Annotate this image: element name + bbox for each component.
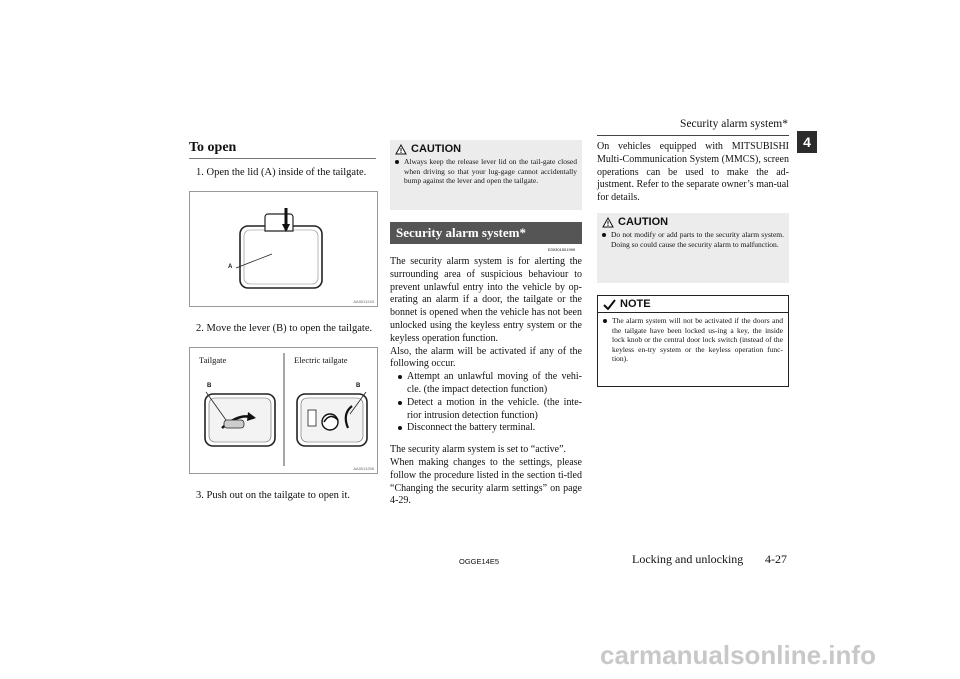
list-item: Detect a motion in the vehicle. (the inte-rior intrusion detection function) [398,397,582,423]
middle-body [390,256,582,508]
label-tailgate: Tailgate [199,355,227,365]
bullet-icon [398,375,402,379]
caution-text: Do not modify or add parts to the security alarm system. Doing so could cause the security alarm to malfunction. [611,230,784,249]
label-a: A [228,264,233,270]
note-box [597,295,789,387]
label-b-left: B [207,383,212,389]
caution-box-2 [597,213,789,283]
caution-heading: CAUTION [395,143,577,155]
paragraph: The security alarm system is for alerting the surrounding area of suspicious behaviour to prevent unlawful entry into the vehicle by op-erating an alarm if a door, the tailgate or the bonnet is opened when the vehicle has not been unlocked using the keyless entry system or the keyless operation function. [390,256,582,344]
bullet-icon [603,319,607,323]
chapter-tab: 4 [797,131,817,153]
bullet-icon [395,160,399,164]
header-rule [597,135,789,136]
check-note-icon [603,299,616,310]
list-item: Attempt an unlawful moving of the vehi-cle. (the impact detection function) [398,371,582,397]
lid-illustration [190,192,377,306]
note-heading: NOTE [598,298,788,313]
paragraph: Also, the alarm will be activated if any of the following occur. [390,345,582,370]
figure-lever [189,347,378,474]
paragraph-mmcs: On vehicles equipped with MITSUBISHI Multi-Communication System (MMCS), screen operations can be used to make the ad-justment. Refer to the separate owner’s man-ual for details. [597,141,789,204]
caution-text: Always keep the release lever lid on the tail-gate closed when driving so that your lug-gage cannot accidentally bump against the lever and open the tailgate. [404,157,577,185]
caution-box-1 [390,140,582,210]
note-text: The alarm system will not be activated if the doors and the tailgate have been locked us-ing a key, the inside lock knob or the central door lock switch (instead of the keyless en-try system or the keyless operation func-tion). [612,316,783,363]
bullet-icon [602,233,606,237]
document-code: OGGE14E5 [459,557,500,566]
figure-id: AA0011243 [353,299,374,304]
paragraph: The security alarm system is set to “active”. [390,444,567,456]
section-rule [189,158,376,159]
bullet-icon [398,401,402,405]
figure-id: AA0011256 [353,466,374,471]
step-2: 2. Move the lever (B) to open the tailgate. [196,323,373,334]
warning-triangle-icon [602,217,614,228]
paragraph: When making changes to the settings, please follow the procedure listed in the section ti-tled “Changing the security alarm settings” on page 4-29. [390,456,582,507]
list-item: Disconnect the battery terminal. [398,422,582,435]
running-title: Security alarm system* [680,118,788,130]
warning-triangle-icon [395,144,407,155]
step-1: 1. Open the lid (A) inside of the tailgate. [196,167,367,178]
lever-illustration [190,348,377,473]
label-b-right: B [356,383,361,389]
section-code: E00301501999 [548,247,576,252]
bullet-icon [398,426,402,430]
section-title-to-open: To open [189,140,237,155]
step-3: 3. Push out on the tailgate to open it. [196,490,350,501]
figure-lid [189,191,378,307]
label-electric-tailgate: Electric tailgate [294,355,348,365]
watermark: carmanualsonline.info [600,640,876,670]
page-number: 4-27 [765,552,787,566]
caution-heading: CAUTION [602,216,784,228]
section-title-security-alarm: Security alarm system* [390,222,582,244]
footer-chapter: Locking and unlocking [632,552,744,566]
